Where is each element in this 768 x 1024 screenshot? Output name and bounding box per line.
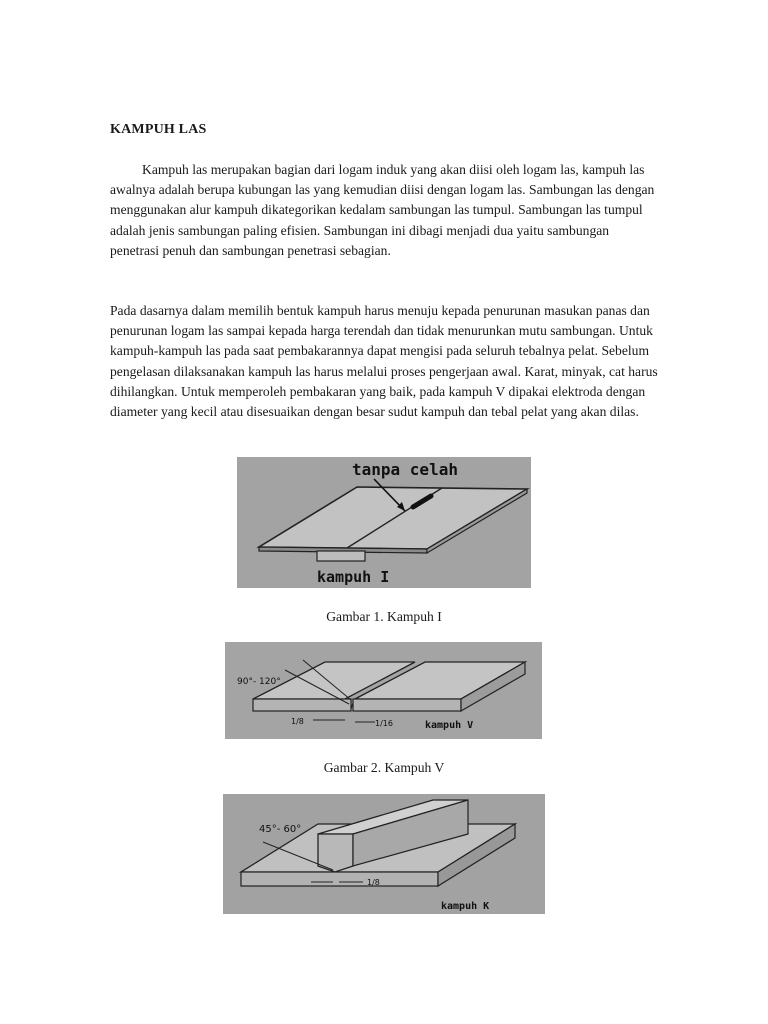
figure-kampuh-i	[237, 457, 531, 588]
figure-kampuh-k	[223, 794, 545, 914]
figure-3-name: kampuh K	[441, 901, 490, 912]
figure-3-dim1: 1/8	[367, 878, 380, 887]
figure-kampuh-v-drawing	[225, 642, 542, 739]
paragraph-2: Pada dasarnya dalam memilih bentuk kampuh harus menuju kepada penurunan masukan panas dan penurunan logam las sampai kepada harga terendah dan tidak menurunkan mutu sambungan. Untuk kampuh-kampuh las pada saat pembakarannya dapat mengisi pada seluruh tebalnya pelat. Sebelum pengelasan dilaksanakan kampuh las harus melalui proses pengerjaan awal. Karat, minyak, cat harus dihilangkan. Untuk memperoleh pembakaran yang baik, pada kampuh V dipakai elektroda dengan diameter yang kecil atau disesuaikan dengan besar sudut kampuh dan tebal pelat yang akan dilas.	[110, 303, 658, 420]
figure-1-name: kampuh I	[317, 568, 390, 586]
figure-2-dim1: 1/8	[291, 717, 304, 726]
figure-2-caption: Gambar 2. Kampuh V	[323, 760, 445, 775]
figure-kampuh-i-drawing	[237, 457, 531, 588]
figure-kampuh-k-drawing	[223, 794, 545, 914]
figure-2-name: kampuh V	[425, 720, 474, 731]
document-title: KAMPUH LAS	[110, 122, 207, 137]
figure-2-dim2: 1/16	[375, 719, 393, 728]
figure-kampuh-v	[225, 642, 542, 739]
figure-1-annotation: tanpa celah	[352, 460, 458, 479]
figure-2-angle: 90°- 120°	[237, 677, 281, 687]
figure-1-caption: Gambar 1. Kampuh I	[326, 609, 442, 624]
figure-3-angle: 45°- 60°	[259, 824, 302, 835]
paragraph-1: Kampuh las merupakan bagian dari logam induk yang akan diisi oleh logam las, kampuh las awalnya adalah berupa kubungan las yang kemudian diisi dengan logam las. Sambungan las dengan menggunakan alur kampuh dikategorikan kedalam sambungan las tumpul. Sambungan las tumpul adalah jenis sambungan paling efisien. Sambungan ini dibagi menjadi dua yaitu sambungan penetrasi penuh dan sambungan penetrasi sebagian.	[110, 162, 655, 258]
